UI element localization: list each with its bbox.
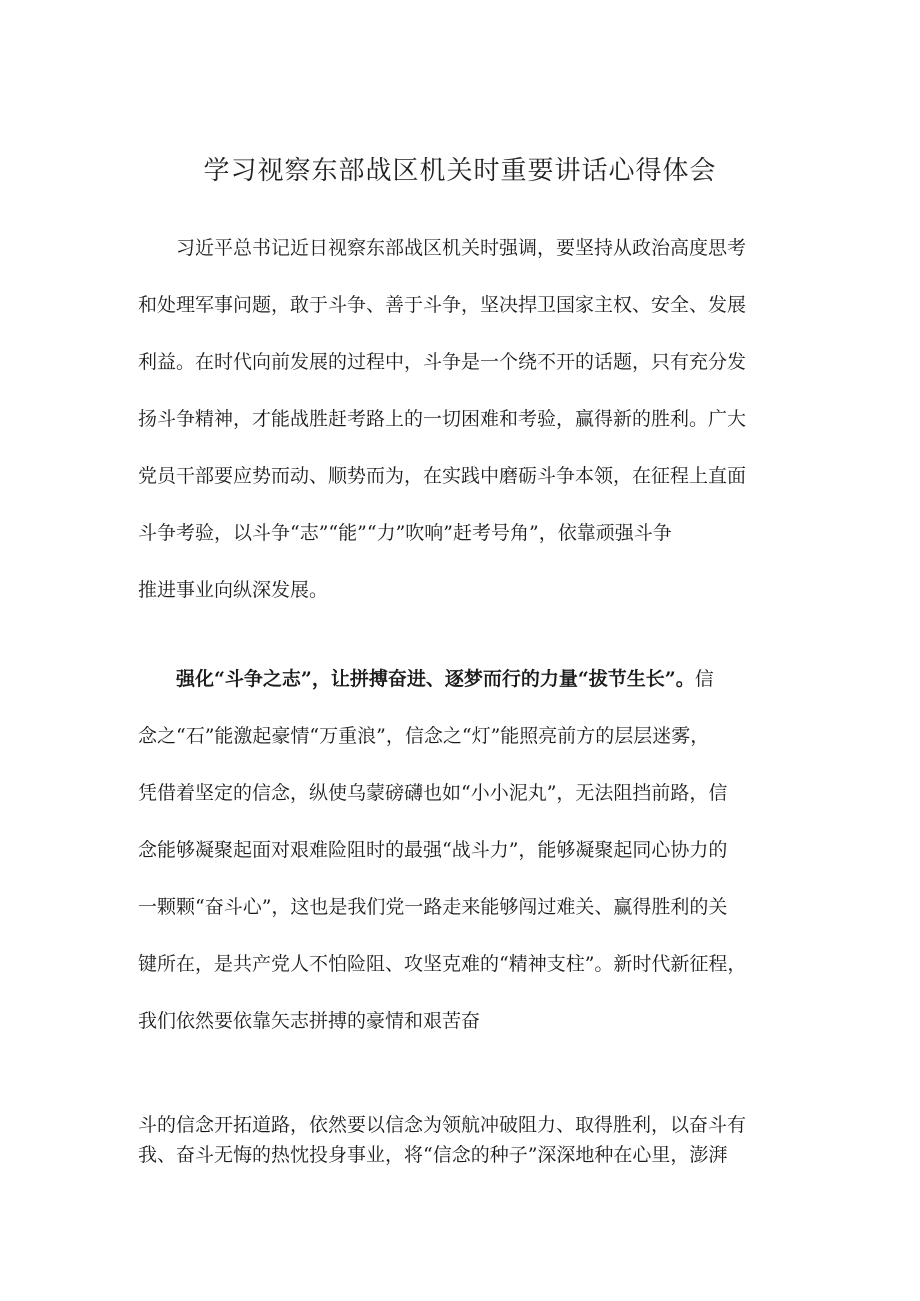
- paragraph-intro: [138, 220, 790, 619]
- paragraph-line: 推进事业向纵深发展。: [138, 579, 329, 601]
- paragraph-line: 念能够凝聚起面对艰难险阻时的最强“战斗力”，能够凝聚起同心协力的: [138, 839, 728, 861]
- paragraph-line: 利益。在时代向前发展的过程中，斗争是一个绕不开的话题，只有充分发: [138, 351, 747, 373]
- paragraph-line: 习近平总书记近日视察东部战区机关时强调，要坚持从政治高度思考: [176, 237, 747, 259]
- paragraph-continuation: [138, 1110, 790, 1170]
- paragraph-line-rest: 信: [694, 668, 714, 690]
- paragraph-line: 斗的信念开拓道路，依然要以信念为领航冲破阻力、取得胜利，以奋斗有: [138, 1114, 747, 1136]
- paragraph-line: 我们依然要依靠矢志拼搏的豪情和艰苦奋: [138, 1010, 481, 1032]
- paragraph-line: 扬斗争精神，才能战胜赶考路上的一切困难和考验，赢得新的胜利。广大: [138, 408, 747, 430]
- paragraph-line: 键所在，是共产党人不怕险阻、攻坚克难的“精神支柱”。新时代新征程，: [138, 953, 747, 975]
- paragraph-line: 斗争考验，以斗争“志”“能”“力”吹响”赶考号角”，依靠顽强斗争: [138, 522, 672, 544]
- paragraph-line: 一颗颗“奋斗心”，这也是我们党一路走来能够闯过难关、赢得胜利的关: [138, 896, 728, 918]
- paragraph-struggle-will: [138, 651, 790, 1050]
- page-title: 学习视察东部战区机关时重要讲话心得体会: [203, 156, 717, 186]
- paragraph-line: 念之“石”能激起豪情“万重浪”，信念之“灯”能照亮前方的层层迷雾，: [138, 725, 710, 747]
- paragraph-line: 凭借着坚定的信念，纵使乌蒙磅礴也如“小小泥丸”，无法阻挡前路，信: [138, 782, 728, 804]
- paragraph-lead-heading: 强化“斗争之志”，让拼搏奋进、逐梦而行的力量“拔节生长”。: [176, 668, 695, 690]
- paragraph-first-line: [138, 651, 790, 708]
- paragraph-line: 党员干部要应势而动、顺势而为，在实践中磨砺斗争本领，在征程上直面: [138, 465, 747, 487]
- paragraph-line: 和处理军事问题，敢于斗争、善于斗争，坚决捍卫国家主权、安全、发展: [138, 294, 747, 316]
- paragraph-line: 我、奋斗无悔的热忱投身事业，将“信念的种子”深深地种在心里，澎湃: [138, 1144, 728, 1166]
